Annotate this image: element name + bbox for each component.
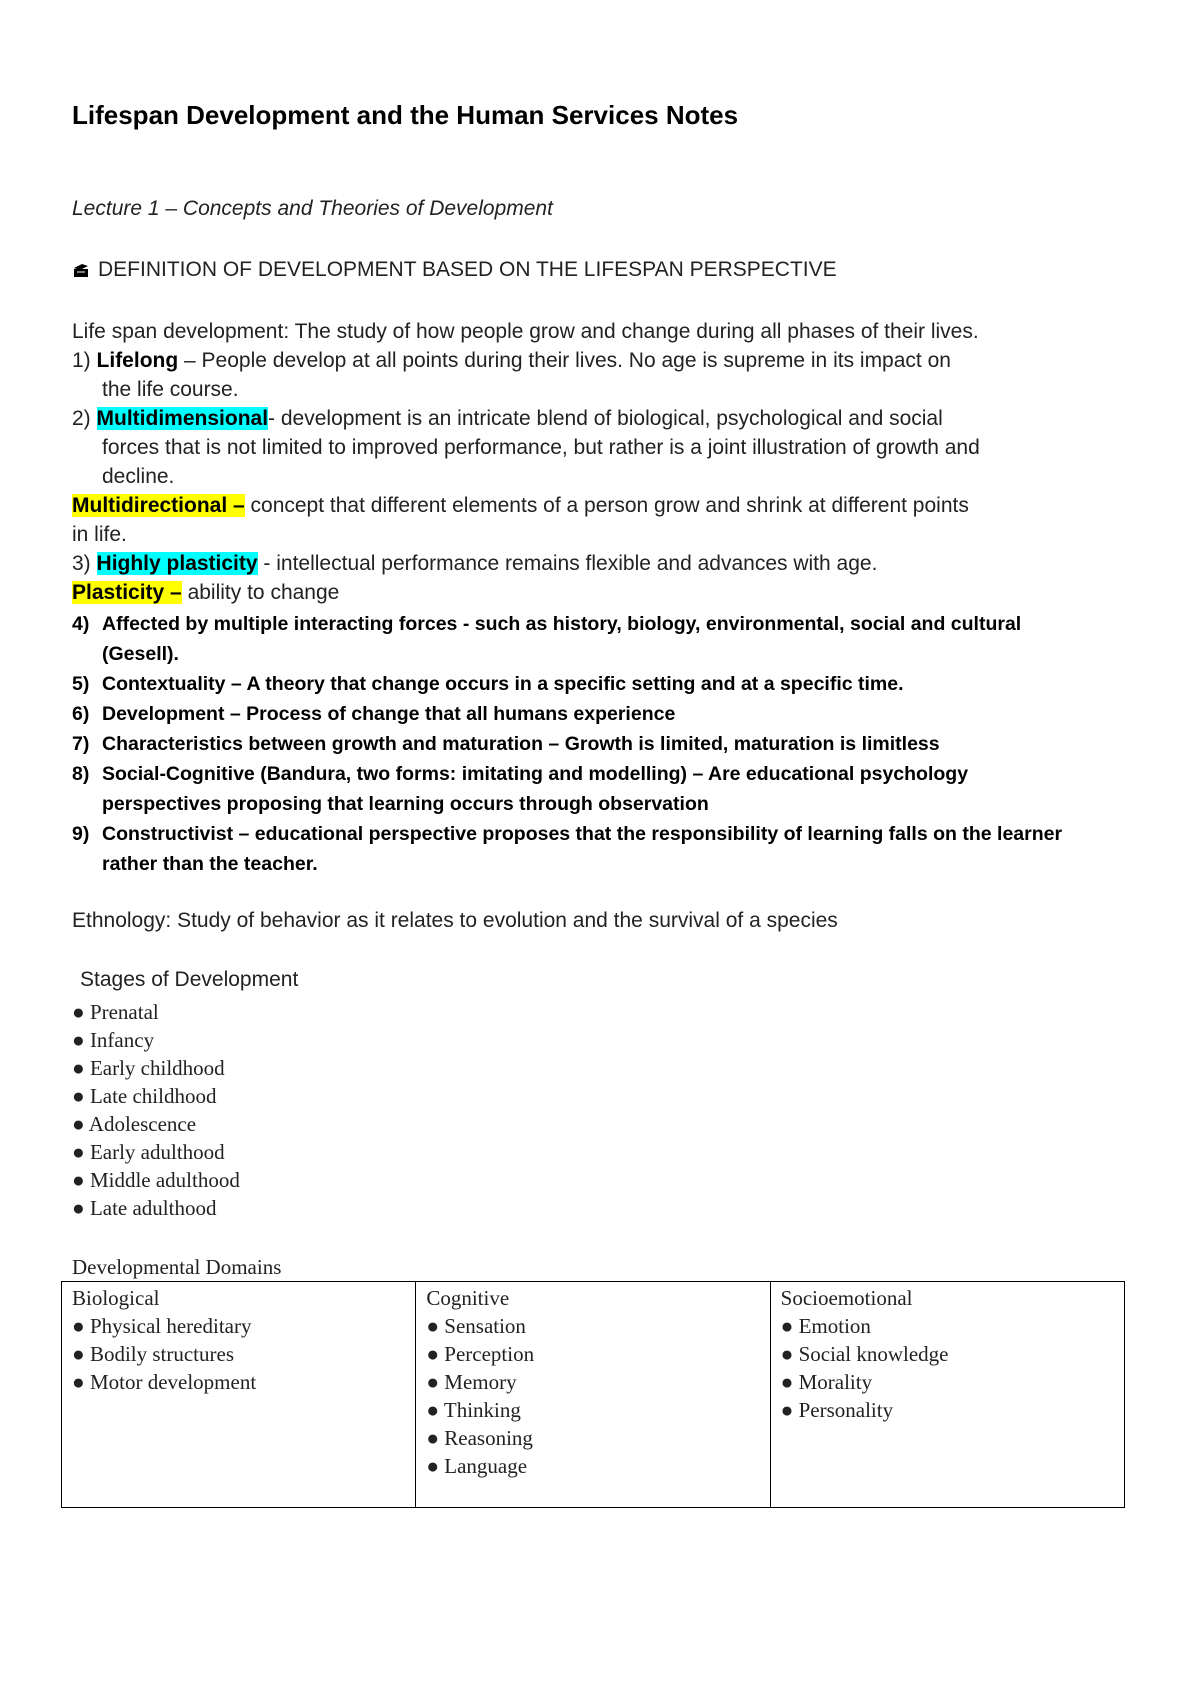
item-text: A theory that change occurs in a specific setting and at a specific time. [241,673,904,695]
item-text: - intellectual performance remains flexible and advances with age. [257,552,878,575]
stages-list [72,998,240,1222]
list-item-9-cont [102,849,318,879]
list-item-6 [72,699,675,729]
domain-item: Physical hereditary [89,1314,252,1338]
domains-heading: Developmental Domains [72,1255,282,1279]
bullet-icon: ● [780,1370,794,1394]
item-term: Characteristics between growth and maturation – [102,733,560,755]
list-item [72,1082,240,1110]
list-item [72,1110,240,1138]
item-term: Contextuality – [102,673,242,695]
stage-label: Prenatal [89,1000,159,1024]
domains-table [61,1281,1125,1508]
item-term: Development – [102,703,241,725]
bullet-icon: ● [780,1398,794,1422]
domain-item: Bodily structures [89,1342,235,1366]
list-item [72,1166,240,1194]
list-item [72,1194,240,1222]
item-text: – People develop at all points during their lives. No age is supreme in its impact on [178,349,951,372]
list-item-1 [72,346,951,375]
item-text: perspectives proposing that learning occurs through observation [102,793,709,815]
list-item [426,1452,759,1480]
list-item-3 [72,549,877,578]
item-number: 9) [72,823,90,845]
domain-item: Motor development [89,1370,257,1394]
domain-title: Socioemotional [780,1286,913,1310]
domain-item: Perception [444,1342,535,1366]
bullet-icon: ● [72,1000,85,1024]
stage-label: Late adulthood [89,1196,217,1220]
domain-item: Social knowledge [798,1342,949,1366]
list-item-4-cont [102,639,179,669]
domain-item: Thinking [443,1398,521,1422]
list-item [72,1138,240,1166]
item-number: 8) [72,763,90,785]
item-number: 3) [72,552,91,575]
list-item [781,1368,1114,1396]
bullet-icon: ● [780,1314,794,1338]
bullet-icon: ● [72,1028,85,1052]
item-number: 7) [72,733,90,755]
bullet-icon: ● [72,1140,85,1164]
item-text: rather than the teacher. [102,853,318,875]
section-heading-text: DEFINITION OF DEVELOPMENT BASED ON THE LIFESPAN PERSPECTIVE [98,258,837,281]
item-number: 2) [72,407,91,430]
bullet-icon: ● [72,1196,85,1220]
stage-label: Early childhood [89,1056,225,1080]
item-text: Growth is limited, maturation is limitless [559,733,940,755]
page-title: Lifespan Development and the Human Services Notes [72,100,739,130]
bullet-icon: ● [72,1370,85,1394]
list-item [426,1396,759,1424]
domain-item: Morality [798,1370,873,1394]
bullet-icon: ● [426,1342,440,1366]
list-item-1-cont: the life course. [102,378,239,401]
domain-title: Cognitive [426,1286,510,1310]
item-number: 1) [72,349,91,372]
list-item-2-cont: forces that is not limited to improved performance, but rather is a joint illustration of growth and [102,436,980,459]
domain-item: Memory [444,1370,517,1394]
section-heading [72,258,837,282]
list-item [72,1312,405,1340]
bullet-icon: ● [426,1426,440,1450]
domain-item: Personality [798,1398,894,1422]
bullet-icon: ● [426,1454,440,1478]
item-term: Affected by multiple interacting forces - [102,613,470,635]
bullet-icon: ● [72,1056,85,1080]
bullet-icon: ● [72,1342,85,1366]
item-number: 6) [72,703,90,725]
bullet-icon: ● [426,1398,440,1422]
list-item-4 [72,609,1021,639]
item-term: Social-Cognitive [102,763,255,785]
item-text: such as history, biology, environmental, social and cultural [469,613,1022,635]
domain-cell-cognitive [416,1282,770,1508]
stages-heading: Stages of Development [80,968,299,991]
list-item [426,1424,759,1452]
item-text: (Gesell). [102,643,179,665]
item-number: 4) [72,613,90,635]
domain-item: Emotion [798,1314,871,1338]
stage-label: Late childhood [89,1084,217,1108]
domain-item: Reasoning [444,1426,533,1450]
list-item [426,1340,759,1368]
term-highlighted: Plasticity – [72,581,182,604]
bullet-icon: ● [72,1112,85,1136]
bullet-icon: ● [72,1168,85,1192]
list-item [72,1026,240,1054]
term-text: ability to change [181,581,340,604]
item-text: (Bandura, two forms: imitating and modelling) – Are educational psychology [254,763,969,785]
bullet-icon: ● [780,1342,794,1366]
list-item [426,1312,759,1340]
list-item [781,1312,1114,1340]
domain-cell-socioemotional [770,1282,1124,1508]
list-item [781,1340,1114,1368]
list-item-7 [72,729,940,759]
list-item-5 [72,669,904,699]
stage-label: Adolescence [88,1112,197,1136]
bullet-icon: ● [72,1084,85,1108]
list-item [426,1368,759,1396]
stage-label: Middle adulthood [89,1168,240,1192]
lecture-subtitle: Lecture 1 – Concepts and Theories of Development [72,197,553,220]
item-text: Process of change that all humans experience [240,703,676,725]
term-text: concept that different elements of a person grow and shrink at different points [244,494,969,517]
list-item [72,1340,405,1368]
bullet-icon: ● [426,1370,440,1394]
ethnology-line: Ethnology: Study of behavior as it relates to evolution and the survival of a species [72,909,838,932]
list-item [72,1368,405,1396]
list-item [781,1396,1114,1424]
list-item-2-cont: decline. [102,465,175,488]
domain-item: Language [444,1454,528,1478]
domain-cell-biological [62,1282,416,1508]
item-text: educational perspective proposes that the responsibility of learning falls on the learner [249,823,1063,845]
multidirectional-cont: in life. [72,523,127,546]
term-highlighted: Multidirectional – [72,494,245,517]
item-term-highlighted: Highly plasticity [96,552,258,575]
list-item-9 [72,819,1062,849]
bullet-icon: ● [426,1314,440,1338]
stage-label: Infancy [89,1028,155,1052]
bullet-icon: ● [72,1314,85,1338]
multidirectional-line [72,491,969,520]
plasticity-line [72,578,339,607]
table-row [62,1282,1125,1508]
item-term: Constructivist – [102,823,250,845]
intro-line: Life span development: The study of how people grow and change during all phases of their lives. [72,320,979,343]
item-text: - development is an intricate blend of biological, psychological and social [268,407,943,430]
stage-label: Early adulthood [89,1140,225,1164]
list-item [72,998,240,1026]
list-item-8-cont [102,789,709,819]
list-item-8 [72,759,968,789]
list-item-2 [72,404,943,433]
item-term-highlighted: Multidimensional [96,407,269,430]
list-item [72,1054,240,1082]
clipboard-icon [72,260,90,278]
item-term: Lifelong [96,349,179,372]
item-number: 5) [72,673,90,695]
domain-title: Biological [72,1286,160,1310]
domain-item: Sensation [444,1314,526,1338]
